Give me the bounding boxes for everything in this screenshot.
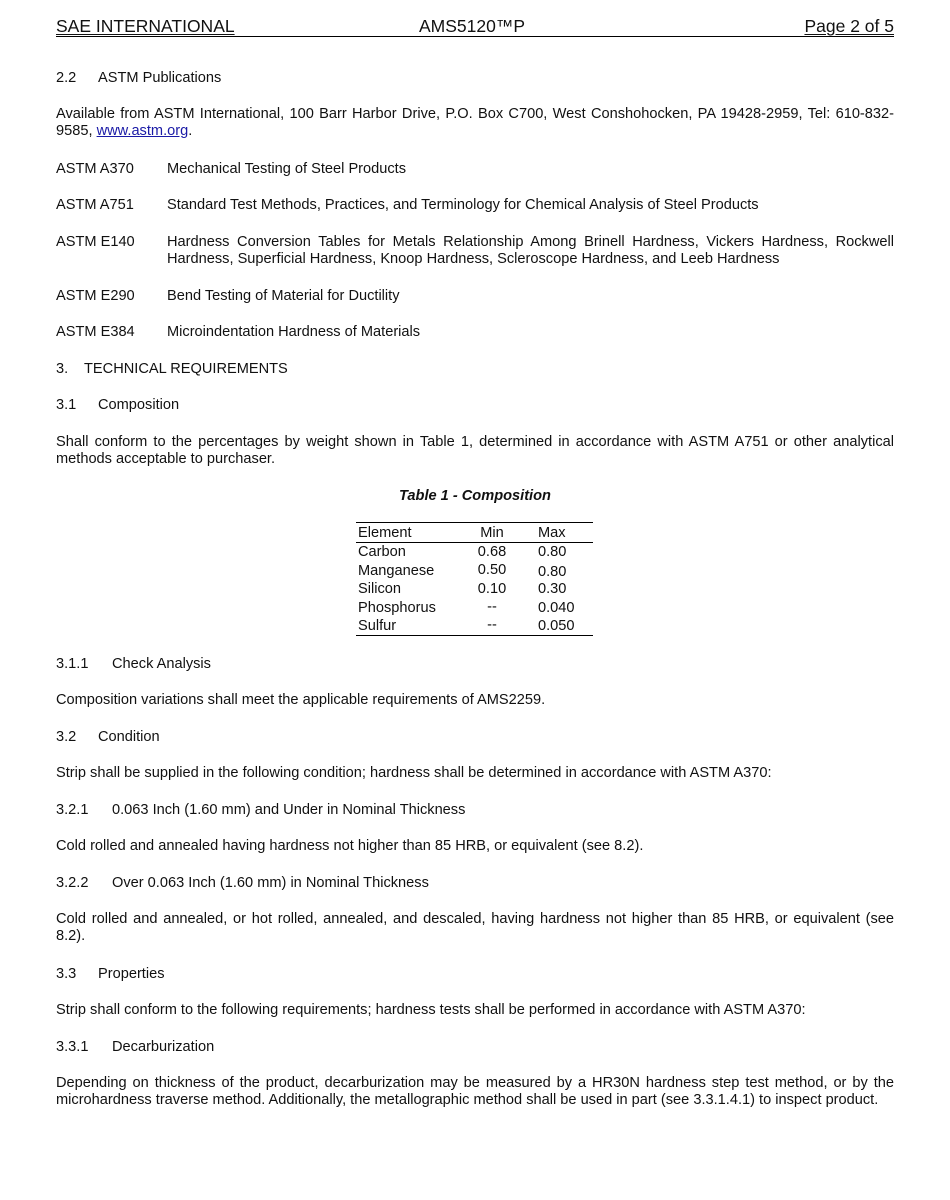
section-3-1-1-heading [56, 656, 894, 673]
document-number: AMS5120™P [419, 16, 526, 36]
section-title: Check Analysis [112, 656, 211, 672]
table-top-rule [356, 522, 593, 523]
cell-max: 0.040 [538, 600, 575, 616]
section-2-2-heading [56, 70, 894, 87]
reference-item [56, 197, 894, 214]
section-title: TECHNICAL REQUIREMENTS [84, 361, 288, 377]
column-header-max: Max [538, 525, 566, 541]
section-title: Properties [98, 966, 165, 982]
reference-code: ASTM E290 [56, 288, 135, 304]
astm-availability-paragraph [56, 106, 894, 140]
reference-item [56, 324, 894, 341]
cell-element: Sulfur [358, 618, 397, 634]
cell-min: 0.50 [477, 562, 507, 578]
section-title: Composition [98, 397, 180, 413]
cell-min: 0.68 [477, 544, 507, 560]
table-header-rule [356, 542, 593, 543]
section-number: 3.2.1 [56, 802, 89, 818]
section-number: 3.1.1 [56, 656, 89, 672]
cell-element: Carbon [358, 544, 406, 560]
cell-max: 0.30 [538, 581, 567, 597]
section-title: Condition [98, 729, 160, 745]
section-3-3-1-body: Depending on thickness of the product, decarburization may be measured by a HR30N hardness step test method, or by the microhardness traverse method. Additionally, the metallographic method shall be used in part (see 3.3.1.4.1) to inspect product. [56, 1075, 894, 1108]
cell-min: -- [487, 617, 497, 633]
cell-max: 0.050 [538, 618, 575, 634]
section-title: 0.063 Inch (1.60 mm) and Under in Nominal Thickness [112, 802, 466, 818]
reference-title: Bend Testing of Material for Ductility [167, 288, 400, 304]
availability-text: Available from ASTM International, 100 Barr Harbor Drive, P.O. Box C700, West Conshohocken, PA 19428-2959, Tel: 610-832-9585, [56, 106, 894, 139]
reference-code: ASTM E140 [56, 234, 135, 250]
section-3-2-heading [56, 729, 894, 746]
page-header [56, 17, 894, 37]
section-3-1-heading [56, 397, 894, 414]
section-3-2-2-body: Cold rolled and annealed, or hot rolled, annealed, and descaled, having hardness not higher than 85 HRB, or equivalent (see 8.2). [56, 911, 894, 944]
section-number: 3.2.2 [56, 875, 89, 891]
section-3-1-body: Shall conform to the percentages by weight shown in Table 1, determined in accordance with ASTM A751 or other analytical methods acceptable to purchaser. [56, 434, 894, 467]
section-number: 3.3 [56, 966, 77, 982]
section-title: Over 0.063 Inch (1.60 mm) in Nominal Thickness [112, 875, 429, 891]
astm-website-link[interactable]: www.astm.org [96, 123, 189, 139]
reference-item [56, 161, 894, 178]
cell-min: -- [487, 599, 497, 615]
table-caption: Table 1 - Composition [399, 488, 551, 504]
section-3-1-1-body: Composition variations shall meet the applicable requirements of AMS2259. [56, 692, 546, 708]
document-page [56, 0, 894, 1200]
reference-title: Mechanical Testing of Steel Products [167, 161, 407, 177]
section-3-3-1-heading [56, 1039, 894, 1056]
section-number: 3.3.1 [56, 1039, 89, 1055]
cell-max: 0.80 [538, 544, 567, 560]
reference-code: ASTM E384 [56, 324, 135, 340]
cell-element: Manganese [358, 563, 435, 579]
reference-item [56, 234, 894, 268]
cell-min: 0.10 [477, 581, 507, 597]
section-number: 2.2 [56, 70, 77, 86]
availability-text-end: . [188, 123, 193, 139]
composition-table [356, 522, 593, 636]
section-number: 3.1 [56, 397, 77, 413]
cell-element: Silicon [358, 581, 401, 597]
reference-title: Microindentation Hardness of Materials [167, 324, 421, 340]
organization-name: SAE INTERNATIONAL [56, 16, 235, 36]
column-header-element: Element [358, 525, 412, 541]
table-bottom-rule [356, 635, 593, 636]
cell-element: Phosphorus [358, 600, 436, 616]
section-3-heading [56, 361, 894, 378]
section-3-3-heading [56, 966, 894, 983]
reference-title: Hardness Conversion Tables for Metals Relationship Among Brinell Hardness, Vickers Hardness, Rockwell Hardness, Superficial Hardness, Knoop Hardness, Scleroscope Hardness, and Leeb Hardness [167, 234, 894, 267]
section-3-3-body: Strip shall conform to the following requirements; hardness tests shall be performed in accordance with ASTM A370: [56, 1002, 806, 1018]
reference-code: ASTM A370 [56, 161, 134, 177]
reference-item [56, 288, 894, 305]
reference-title: Standard Test Methods, Practices, and Terminology for Chemical Analysis of Steel Products [167, 197, 759, 213]
section-title: ASTM Publications [98, 70, 222, 86]
reference-code: ASTM A751 [56, 197, 134, 213]
section-number: 3.2 [56, 729, 77, 745]
section-number: 3. [56, 361, 69, 377]
cell-max: 0.80 [538, 564, 567, 580]
page-number: Page 2 of 5 [804, 16, 894, 36]
section-3-2-2-heading [56, 875, 894, 892]
section-3-2-1-body: Cold rolled and annealed having hardness not higher than 85 HRB, or equivalent (see 8.2). [56, 838, 644, 854]
section-3-2-1-heading [56, 802, 894, 819]
section-3-2-body: Strip shall be supplied in the following condition; hardness shall be determined in accordance with ASTM A370: [56, 765, 772, 781]
section-title: Decarburization [112, 1039, 215, 1055]
column-header-min: Min [480, 525, 504, 541]
